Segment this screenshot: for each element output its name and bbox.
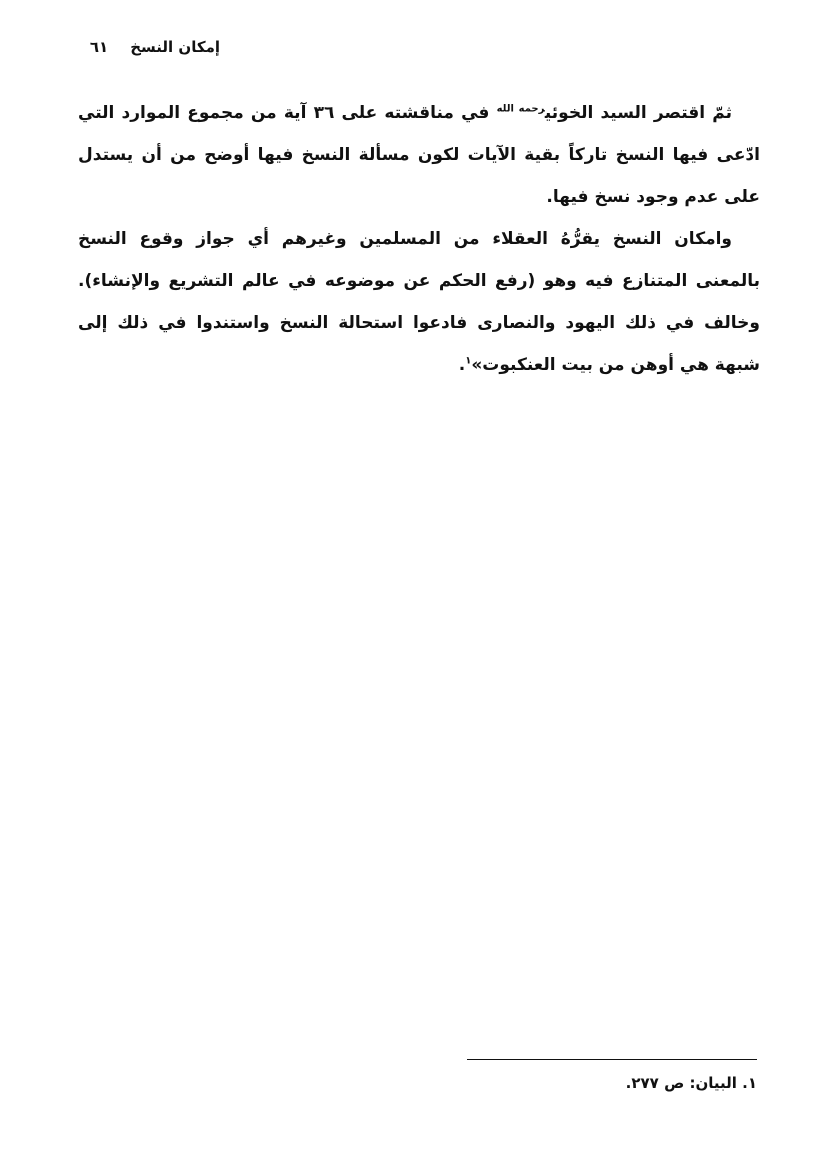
paragraph-1-rest: في مناقشته على ٣٦ آية من مجموع الموارد التي ادّعى فيها النسخ تاركاً بقية الآيات لكون مسألة النسخ فيها أوضح من أن يستدل على عدم وجود نسخ فيها. xyxy=(78,103,760,207)
paragraph-2 xyxy=(78,218,760,386)
paragraph-1-start: ثمّ اقتصر السيد الخوئي xyxy=(544,103,732,123)
page-number: ٦١ xyxy=(89,38,109,56)
paragraph-2-end: . xyxy=(458,355,466,375)
paragraph-2-text: وامكان النسخ يقرُّهُ العقلاء من المسلمين وغيرهم أي جواز وقوع النسخ بالمعنى المتنازع فيه وهو (رفع الحكم عن موضوعه في عالم التشريع والإنشاء). وخالف في ذلك اليهود والنصارى فادعوا استحالة النسخ واستندوا في ذلك إلى شبهة هي أوهن من بيت العنكبوت» xyxy=(78,229,760,375)
footnote-divider xyxy=(467,1059,757,1060)
paragraph-1 xyxy=(78,92,760,218)
main-text xyxy=(78,92,760,386)
footnote-reference: ١ xyxy=(465,355,472,367)
page-header xyxy=(70,34,220,60)
running-title: إمكان النسخ xyxy=(130,38,220,56)
footnote: ١. البيان: ص ٢٧٧. xyxy=(625,1074,757,1092)
honorific-mark: رحمه الله xyxy=(496,103,545,115)
